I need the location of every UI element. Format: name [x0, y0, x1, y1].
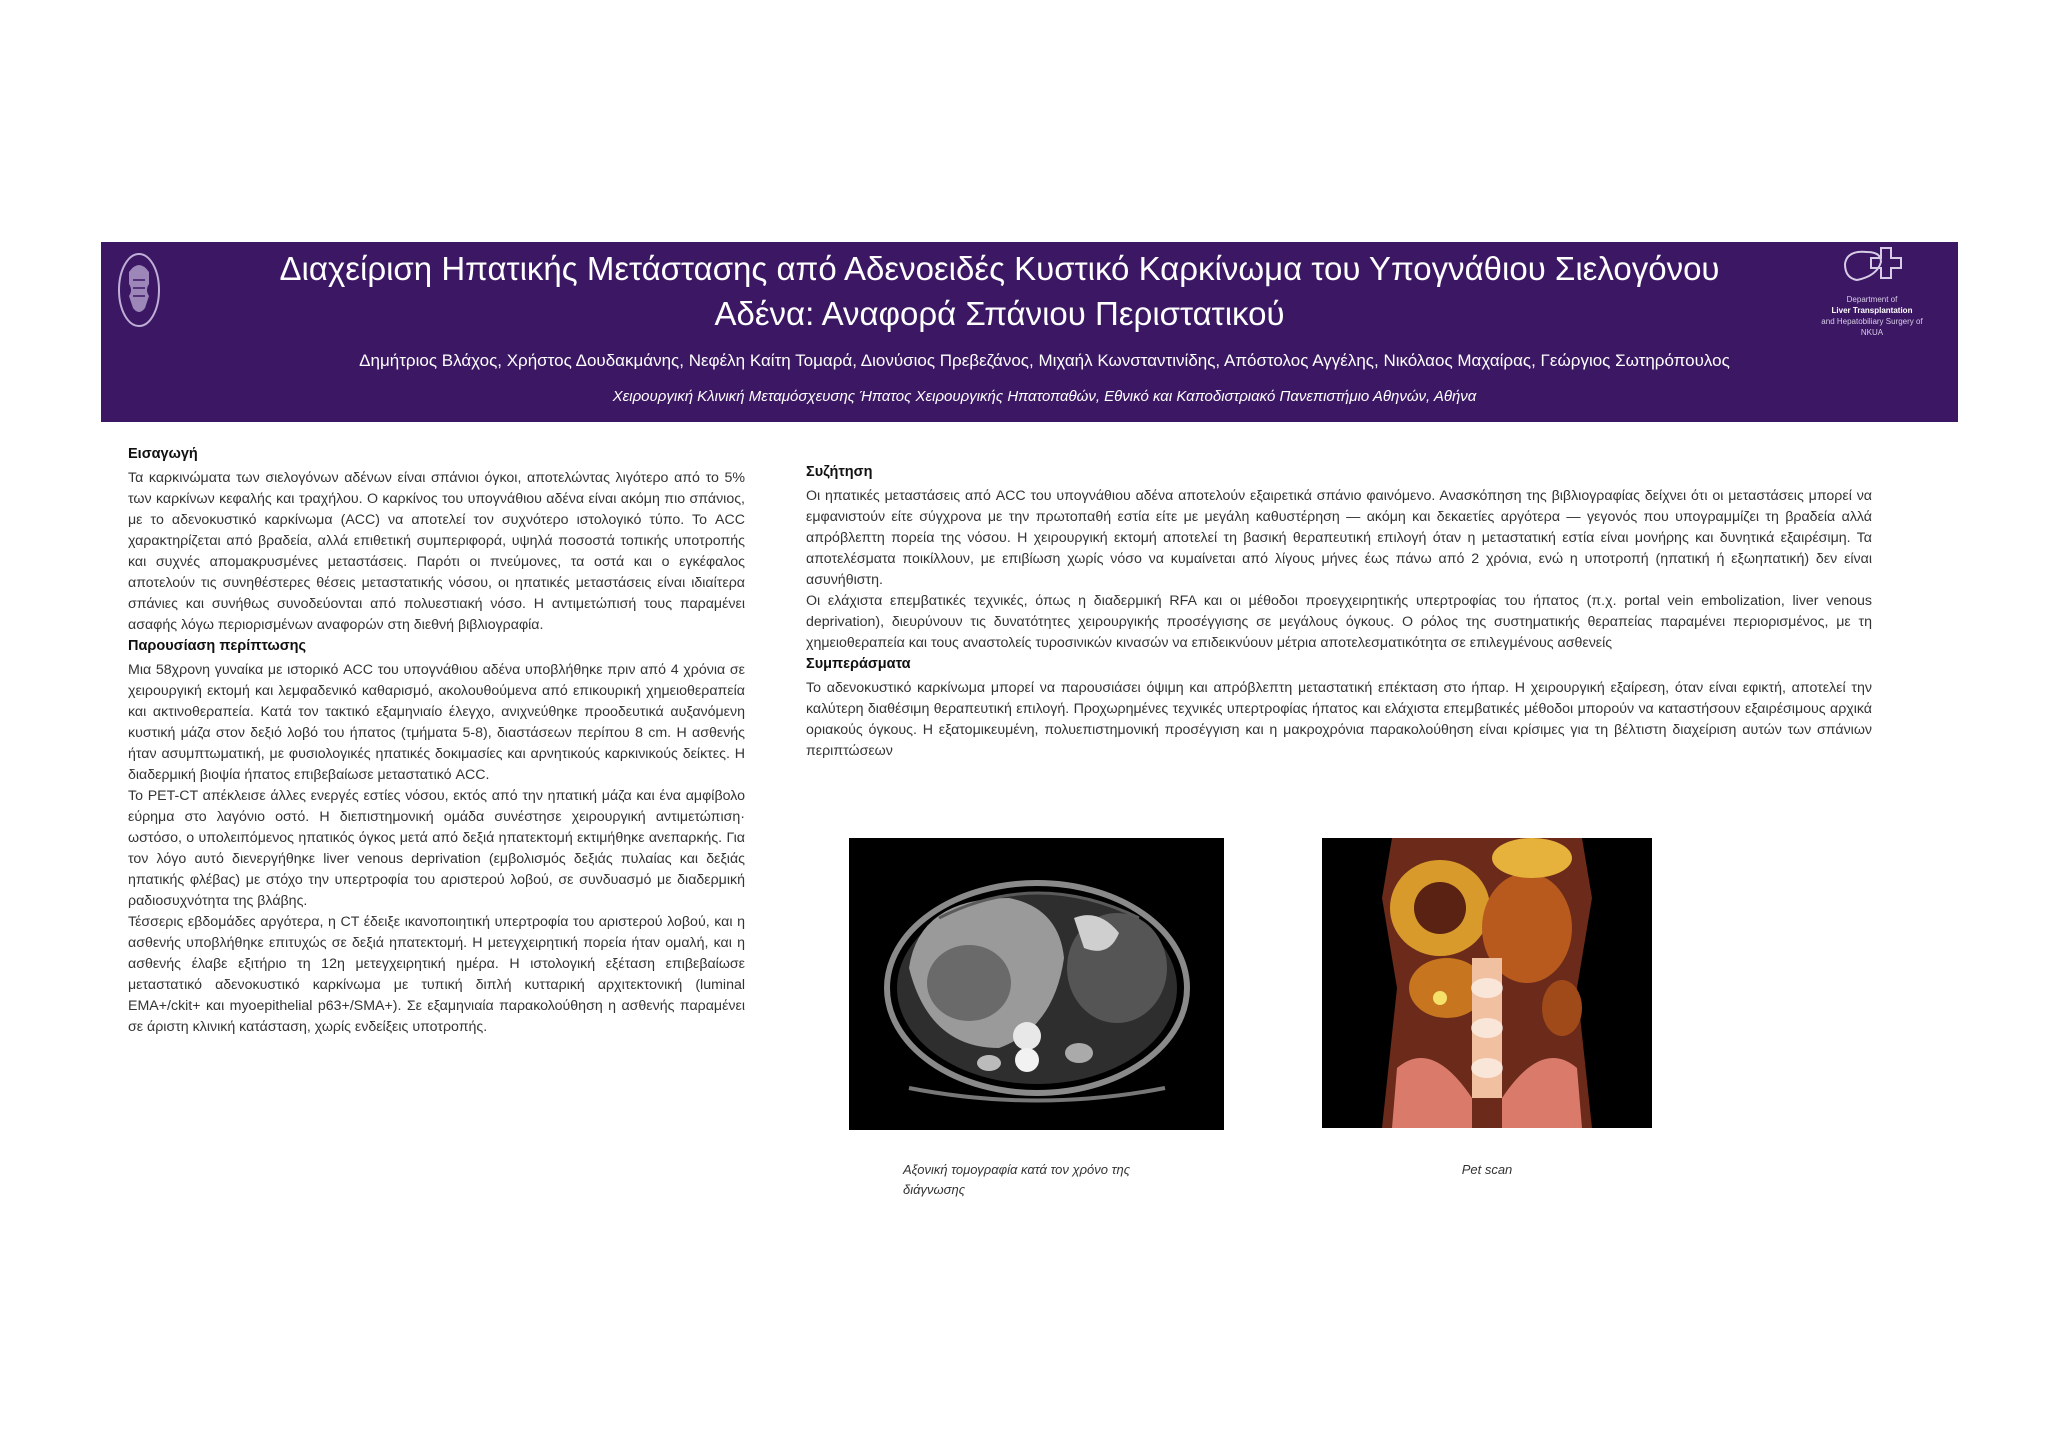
department-name: Department of Liver Transplantation and Hepatobiliary Surgery of NKUA	[1821, 295, 1923, 337]
title-line-1: Διαχείριση Ηπατικής Μετάστασης από Αδενοειδές Κυστικό Καρκίνωμα του Υπογνάθιου Σιελογόνου	[279, 250, 1720, 287]
intro-text: Τα καρκινώματα των σιελογόνων αδένων είναι σπάνιοι όγκοι, αποτελώντας λιγότερο από το 5% των καρκίνων κεφαλής και τραχήλου. Ο καρκίνος του υπογνάθιου αδένα είναι ακόμη πιο σπάνιος, με το αδενοκυστικό καρκίνωμα (ACC) να αποτελεί τον συχνότερο ιστολογικό τύπο. Το ACC χαρακτηρίζεται από βραδεία, αλλά επιθετική συμπεριφορά, υψηλά ποσοστά τοπικής υποτροπής και συχνές απομακρυσμένες μεταστάσεις. Παρότι οι πνεύμονες, τα οστά και ο εγκέφαλος αποτελούν τις συνηθέστερες θέσεις μεταστατικής νόσου, οι ηπατικές μεταστάσεις είναι ιδιαίτερα σπάνιες και συνήθως συνοδεύονται από πολυεστιακή νόσο. Η αντιμετώπισή τους παραμένει ασαφής λόγω περιορισμένων αναφορών στη διεθνή βιβλιογραφία.	[128, 470, 745, 633]
pet-caption: Pet scan	[1461, 1162, 1513, 1177]
conclusions-heading: Συμπεράσματα	[806, 656, 911, 672]
discussion-paragraph-2: Οι ελάχιστα επεμβατικές τεχνικές, όπως η διαδερμική RFA και οι μέθοδοι προεγχειρητικής υπερτροφίας του ήπατος (π.χ. portal vein embolization, liver venous deprivation), διευρύνουν τις δυνατότητες χειρουργικής προσέγγισης σε μεγάλους όγκους. Ο ρόλος της συστηματικής θεραπείας παραμένει περιορισμένος, με τη χημειοθεραπεία και τους αναστολείς τυροσινικών κινασών να επιδεικνύουν μέτρια αποτελεσματικότητα σε επιλεγμένους ασθενείς	[806, 593, 1872, 651]
ct-caption: Αξονική τομογραφία κατά τον χρόνο της διάγνωσης	[903, 1162, 1131, 1197]
university-logo-icon	[115, 250, 163, 330]
ct-scan-image	[849, 838, 1224, 1130]
discussion-paragraph-1: Οι ηπατικές μεταστάσεις από ACC του υπογνάθιου αδένα αποτελούν εξαιρετικά σπάνιο φαινόμενο. Ανασκόπηση της βιβλιογραφίας δείχνει ότι οι μεταστάσεις μπορεί να εμφανιστούν είτε σύγχρονα με την πρωτοπαθή εστία είτε με μεγάλη καθυστέρηση — ακόμη και δεκαετίες αργότερα — γεγονός που υπογραμμίζει τη βραδεία αλλά απρόβλεπτη πορεία της νόσου. Η χειρουργική εκτομή αποτελεί τη βασική θεραπευτική επιλογή όταν η μεταστατική εστία είναι μονήρης και δυνητικά εξαιρέσιμη. Τα αποτελέσματα ποικίλλουν, με επιβίωση χωρίς νόσο να κυμαίνεται από λίγους μήνες έως πάνω από 2 χρόνια, ενώ η υποτροπή (ηπατική ή εξωηπατική) δεν είναι ασυνήθιστη.	[806, 488, 1872, 588]
department-logo	[1802, 242, 1942, 347]
intro-heading: Εισαγωγή	[128, 446, 198, 462]
right-column	[806, 462, 1872, 762]
case-heading: Παρουσίαση περίπτωσης	[128, 638, 307, 654]
case-paragraph-2: Το PET-CT απέκλεισε άλλες ενεργές εστίες νόσου, εκτός από την ηπατική μάζα και ένα αμφίβολο εύρημα στο λαγόνιο οστό. Η διεπιστημονική ομάδα συνέστησε χειρουργική αντιμετώπιση· ωστόσο, ο υπολειπόμενος ηπατικός όγκος μετά από δεξιά ηπατεκτομή εκτιμήθηκε ανεπαρκής. Για τον λόγο αυτό διενεργήθηκε liver venous deprivation (εμβολισμός δεξιάς πυλαίας και δεξιάς ηπατικής φλέβας) με στόχο την υπερτροφία του αριστερού λοβού, σε συνδυασμό με διαδερμική ραδιοσυχνότητα της βλάβης.	[128, 788, 745, 909]
discussion-heading: Συζήτηση	[806, 464, 873, 480]
poster-title	[211, 246, 1788, 336]
affiliation: Χειρουργική Κλινική Μεταμόσχευσης Ήπατος Χειρουργικής Ηπατοπαθών, Εθνικό και Καποδιστριακό Πανεπιστήμιο Αθηνών, Αθήνα	[612, 388, 1477, 405]
liver-cross-icon	[1837, 242, 1907, 294]
author-list: Δημήτριος Βλάχος, Χρήστος Δουδακμάνης, Νεφέλη Καίτη Τομαρά, Διονύσιος Πρεβεζάνος, Μιχαήλ Κωνσταντινίδης, Απόστολος Αγγέλης, Νικόλαος Μαχαίρας, Γεώργιος Σωτηρόπουλος	[359, 351, 1730, 370]
left-column	[128, 444, 745, 1038]
poster-header	[101, 242, 1958, 422]
title-line-2: Αδένα: Αναφορά Σπάνιου Περιστατικού	[714, 295, 1285, 332]
case-paragraph-3: Τέσσερις εβδομάδες αργότερα, η CT έδειξε ικανοποιητική υπερτροφία του αριστερού λοβού, και η ασθενής υποβλήθηκε επιτυχώς σε δεξιά ηπατεκτομή. Η μετεγχειρητική πορεία ήταν ομαλή, και η ασθενής έλαβε εξιτήριο τη 12η μετεγχειρητική ημέρα. Η ιστολογική εξέταση επιβεβαίωσε μεταστατικό αδενοκυστικό καρκίνωμα με τυπική διπλή κυτταρική αρχιτεκτονική (luminal EMA+/ckit+ και myoepithelial p63+/SMA+). Σε εξαμηνιαία παρακολούθηση η ασθενής παραμένει σε άριστη κλινική κατάσταση, χωρίς ενδείξεις υποτροπής.	[128, 914, 745, 1035]
case-paragraph-1: Μια 58χρονη γυναίκα με ιστορικό ACC του υπογνάθιου αδένα υποβλήθηκε πριν από 4 χρόνια σε χειρουργική εκτομή και λεμφαδενικό καθαρισμό, ακολουθούμενα από επικουρική χημειοθεραπεία και ακτινοθεραπεία. Κατά τον τακτικό εξαμηνιαίο έλεγχο, ανιχνεύθηκε προοδευτικά αυξανόμενη κυστική μάζα στον δεξιό λοβό του ήπατος (τμήματα 5-8), διαστάσεων περίπου 8 cm. Η ασθενής ήταν ασυμπτωματική, με φυσιολογικές ηπατικές δοκιμασίες και αρνητικούς καρκινικούς δείκτες. Η διαδερμική βιοψία ήπατος επιβεβαίωσε μεταστατικό ACC.	[128, 662, 745, 783]
pet-scan-image	[1322, 838, 1652, 1128]
conclusions-text: Το αδενοκυστικό καρκίνωμα μπορεί να παρουσιάσει όψιμη και απρόβλεπτη μεταστατική επέκταση στο ήπαρ. Η χειρουργική εξαίρεση, όταν είναι εφικτή, αποτελεί την καλύτερη διαθέσιμη θεραπευτική επιλογή. Προχωρημένες τεχνικές υπερτροφίας ήπατος και ελάχιστα επεμβατικές μέθοδοι μπορούν να καταστήσουν εξαιρέσιμους αρχικά οριακούς όγκους. Η εξατομικευμένη, πολυεπιστημονική προσέγγιση και η μακροχρόνια παρακολούθηση είναι κρίσιμες για τη βέλτιστη διαχείριση αυτών των σπάνιων περιπτώσεων	[806, 680, 1872, 759]
